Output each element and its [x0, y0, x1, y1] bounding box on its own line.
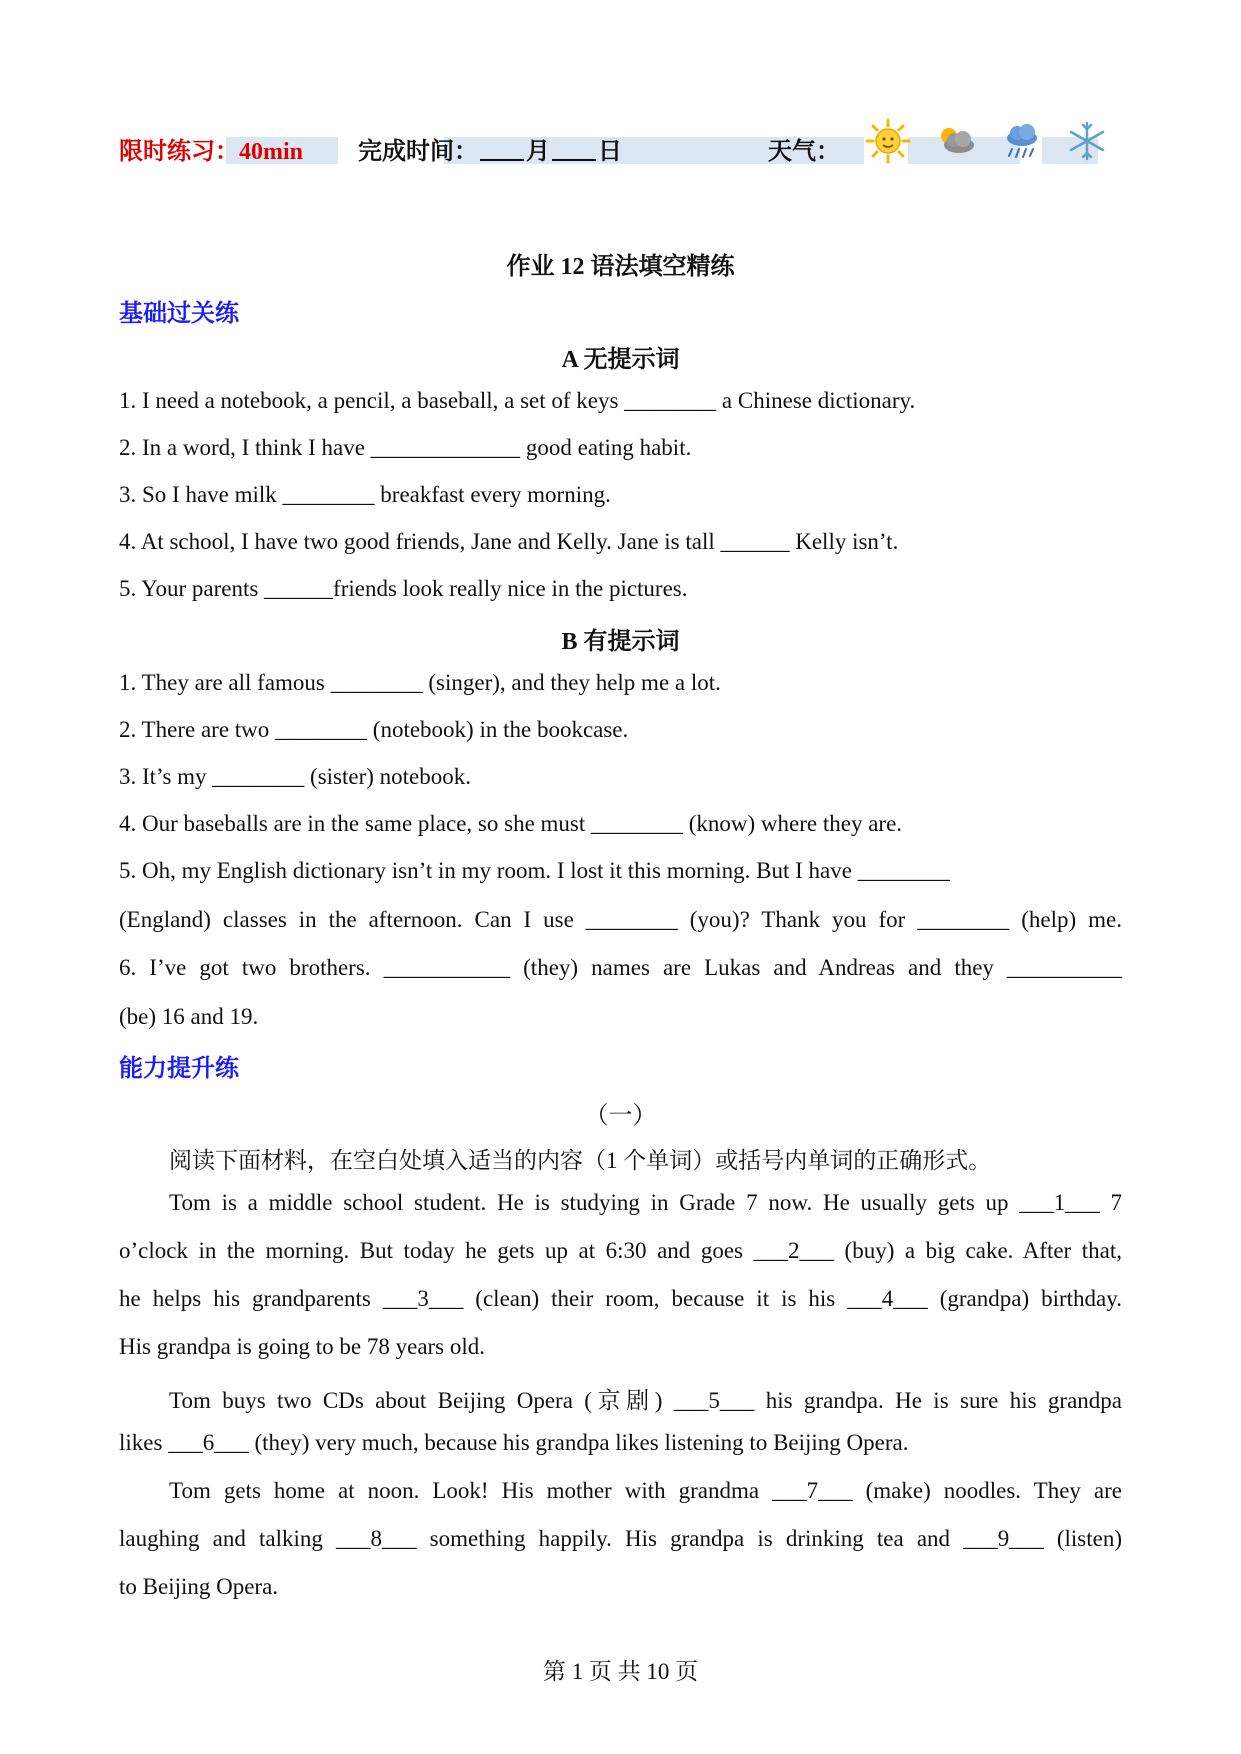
exercise-line: (England) classes in the afternoon. Can I use ________ (you)? Thank you for ________ (help) me.	[119, 907, 1122, 932]
exercise-line: 4. At school, I have two good friends, Jane and Kelly. Jane is tall ______ Kelly isn’t.	[119, 529, 899, 554]
exercise-line: 4. Our baseballs are in the same place, so she must ________ (know) where they are.	[119, 811, 903, 836]
exercise-line: 1. They are all famous ________ (singer), and they help me a lot.	[119, 670, 721, 695]
time-limit-label: 限时练习：40min	[119, 139, 304, 165]
page-footer: 第 1 页 共 10 页	[542, 1659, 699, 1684]
part-b-heading: B 有提示词	[561, 629, 680, 655]
exercise-line: 6. I’ve got two brothers. ___________ (they) names are Lukas and Andreas and they __________	[119, 955, 1122, 980]
month-blank[interactable]	[480, 137, 524, 161]
passage-line: Tom gets home at noon. Look! His mother with grandma ___7___ (make) noodles. They are	[169, 1478, 1122, 1503]
passage-line: he helps his grandparents ___3___ (clean) their room, because it is his ___4___ (grandpa) birthday.	[119, 1286, 1122, 1311]
completion-time-field	[358, 136, 622, 168]
part-a-heading: A 无提示词	[561, 347, 680, 373]
passage-line: His grandpa is going to be 78 years old.	[119, 1334, 486, 1359]
passage-line: Tom is a middle school student. He is studying in Grade 7 now. He usually gets up ___1___ 7	[169, 1190, 1122, 1215]
passage-line: likes ___6___ (they) very much, because his grandpa likes listening to Beijing Opera.	[119, 1430, 909, 1455]
worksheet-title: 作业 12 语法填空精练	[506, 254, 735, 280]
month-label: 月	[526, 139, 550, 165]
exercise-line: 3. So I have milk ________ breakfast every morning.	[119, 482, 611, 507]
exercise-line: 2. In a word, I think I have _____________ good eating habit.	[119, 435, 692, 460]
exercise-line: (be) 16 and 19.	[119, 1004, 259, 1029]
passage-line: to Beijing Opera.	[119, 1574, 279, 1599]
exercise-line: 5. Oh, my English dictionary isn’t in my room. I lost it this morning. But I have ________	[119, 858, 950, 883]
exercise-line: 5. Your parents ______friends look really nice in the pictures.	[119, 576, 688, 601]
section-heading-advanced: 能力提升练	[119, 1056, 239, 1082]
section-heading-basic: 基础过关练	[119, 301, 239, 327]
instruction-text: 阅读下面材料，在空白处填入适当的内容（1 个单词）或括号内单词的正确形式。	[169, 1148, 992, 1173]
passage-line: laughing and talking ___8___ something happily. His grandpa is drinking tea and ___9___ (listen)	[119, 1526, 1122, 1551]
weather-label: 天气：	[768, 139, 840, 165]
exercise-line: 1. I need a notebook, a pencil, a baseball, a set of keys ________ a Chinese dictionary.	[119, 388, 916, 413]
passage-line: Tom buys two CDs about Beijing Opera (京剧) ___5___ his grandpa. He is sure his grandpa	[169, 1388, 1122, 1413]
partly-cloudy-icon[interactable]	[932, 118, 978, 164]
passage-line: o’clock in the morning. But today he gets up at 6:30 and goes ___2___ (buy) a big cake. After that,	[119, 1238, 1122, 1263]
rain-icon[interactable]	[999, 118, 1045, 164]
day-label: 日	[598, 139, 622, 165]
day-blank[interactable]	[552, 137, 596, 161]
exercise-line: 2. There are two ________ (notebook) in the bookcase.	[119, 717, 629, 742]
snowflake-icon[interactable]	[1064, 118, 1110, 164]
part-label: （一）	[584, 1103, 657, 1129]
sun-icon[interactable]	[865, 118, 911, 164]
completion-time-label: 完成时间：	[358, 139, 478, 165]
exercise-line: 3. It’s my ________ (sister) notebook.	[119, 764, 471, 789]
